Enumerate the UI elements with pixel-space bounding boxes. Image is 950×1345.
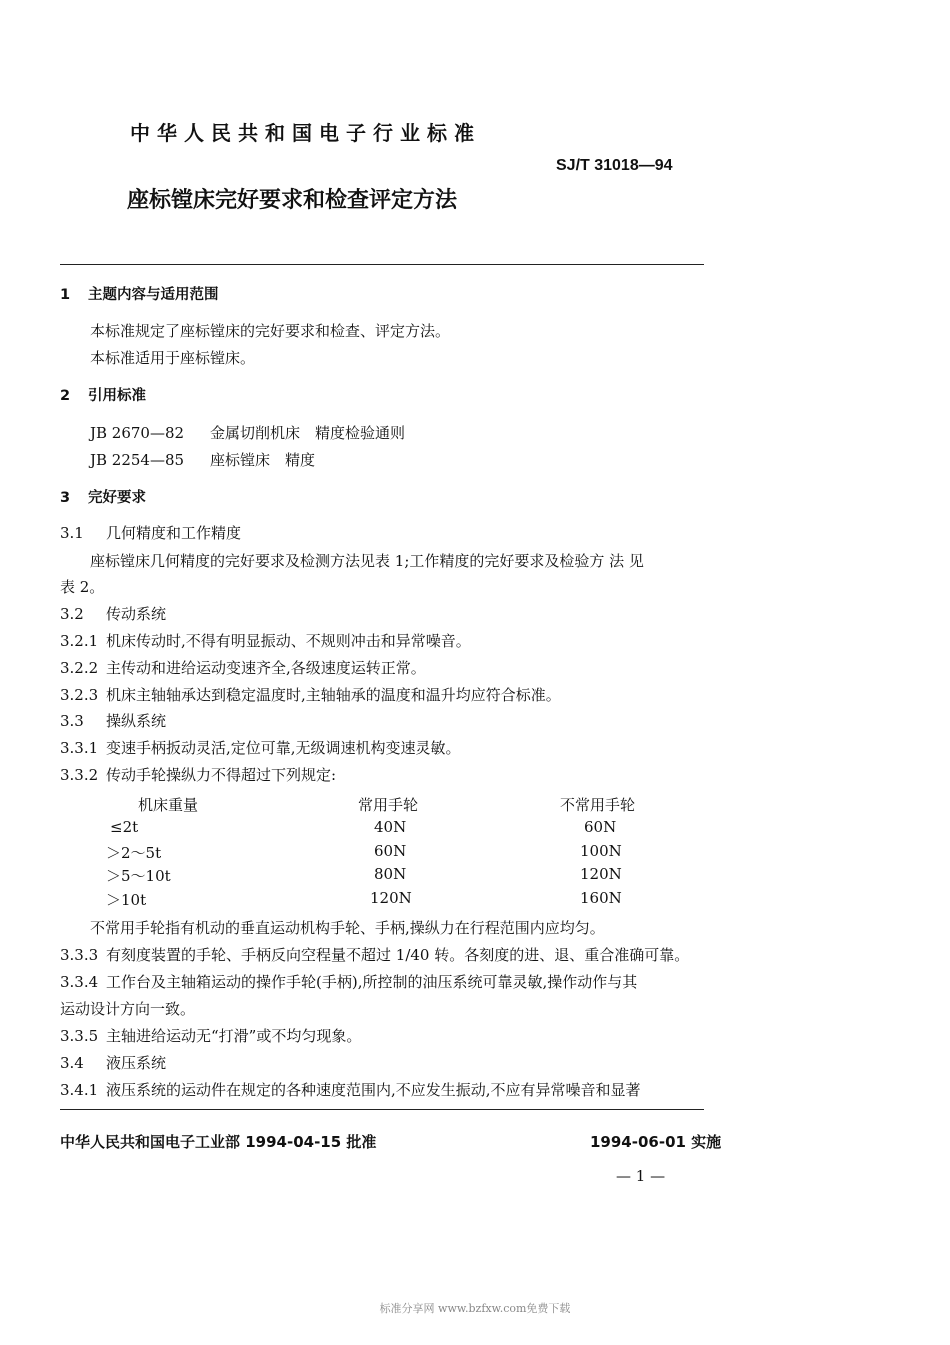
paragraph: 不常用手轮指有机动的垂直运动机构手轮、手柄,操纵力在行程范围内应均匀。 [90,919,605,937]
clause-number: 3.3.1 [60,739,99,757]
section-number: 1 [60,287,71,303]
clause-3-3-3 [60,944,689,965]
section-1-heading [60,283,219,304]
paragraph: 座标镗床几何精度的完好要求及检测方法见表 1;工作精度的完好要求及检验方 法 见 [90,552,644,570]
clause-text: 工作台及主轴箱运动的操作手轮(手柄),所控制的油压系统可靠灵敏,操作动作与其 [106,973,638,991]
reference-code: JB 2670—82 [90,424,185,442]
clause-text: 传动手轮操纵力不得超过下列规定: [106,766,337,784]
effective-date: 1994-06-01 实施 [590,1133,722,1151]
clause-text: 液压系统 [106,1054,167,1072]
table-cell-weight: ≤2t [110,818,139,836]
approval-line: 中华人民共和国电子工业部 1994-04-15 批准 [60,1133,377,1151]
reference-item [90,422,405,443]
table-header-weight: 机床重量 [138,796,199,814]
table-cell-common: 60N [374,842,407,860]
clause-text: 机床传动时,不得有明显振动、不规则冲击和异常噪音。 [106,632,471,650]
page-number: — 1 — [616,1167,666,1185]
table-header-uncommon-wheel: 不常用手轮 [560,796,636,814]
clause-3-4-1 [60,1079,641,1100]
section-number: 2 [60,388,71,404]
clause-text: 机床主轴轴承达到稳定温度时,主轴轴承的温度和温升均应符合标准。 [106,686,561,704]
clause-3-2 [60,603,166,624]
issuing-organization: 中华人民共和国电子行业标准 [130,121,481,145]
standard-code: SJ/T 31018—94 [556,157,673,174]
table-cell-uncommon: 160N [580,889,622,907]
clause-3-2-1 [60,630,471,651]
paragraph: 运动设计方向一致。 [60,1000,196,1018]
table-cell-uncommon: 100N [580,842,622,860]
clause-number: 3.3.5 [60,1027,99,1045]
paragraph: 本标准规定了座标镗床的完好要求和检查、评定方法。 [90,322,451,340]
clause-number: 3.2.3 [60,686,99,704]
section-3-heading [60,486,146,507]
clause-3-3-5 [60,1025,361,1046]
table-cell-uncommon: 120N [580,865,622,883]
table-cell-weight: ＞2～5t [106,844,162,862]
clause-number: 3.4.1 [60,1081,99,1099]
clause-text: 主传动和进给运动变速齐全,各级速度运转正常。 [106,659,426,677]
clause-3-3-2 [60,764,336,785]
table-cell-weight: ＞10t [106,891,147,909]
section-2-heading [60,384,146,405]
clause-number: 3.2.1 [60,632,99,650]
clause-text: 几何精度和工作精度 [106,524,242,542]
table-cell-common: 40N [374,818,407,836]
header-divider [60,264,704,265]
section-number: 3 [60,490,71,506]
paragraph: 表 2。 [60,578,105,596]
clause-number: 3.2.2 [60,659,99,677]
clause-3-3 [60,710,166,731]
document-title: 座标镗床完好要求和检查评定方法 [127,188,458,213]
footer-divider [60,1109,704,1110]
section-title: 主题内容与适用范围 [88,287,219,303]
table-cell-uncommon: 60N [584,818,617,836]
reference-code: JB 2254—85 [90,451,185,469]
reference-item [90,449,315,470]
clause-number: 3.3.3 [60,946,99,964]
clause-3-2-2 [60,657,426,678]
section-title: 引用标准 [88,388,146,404]
clause-number: 3.3.4 [60,973,99,991]
clause-text: 有刻度装置的手轮、手柄反向空程量不超过 1/40 转。各刻度的进、退、重合准确可靠。 [106,946,690,964]
clause-3-3-1 [60,737,461,758]
clause-number: 3.1 [60,524,84,542]
table-cell-common: 120N [370,889,412,907]
clause-3-2-3 [60,684,561,705]
paragraph: 本标准适用于座标镗床。 [90,349,256,367]
watermark: 标准分享网 www.bzfxw.com免费下载 [379,1302,571,1315]
clause-number: 3.3.2 [60,766,99,784]
clause-number: 3.3 [60,712,84,730]
clause-text: 变速手柄扳动灵活,定位可靠,无级调速机构变速灵敏。 [106,739,461,757]
clause-text: 主轴进给运动无“打滑”或不均匀现象。 [106,1027,362,1045]
clause-text: 操纵系统 [106,712,167,730]
clause-text: 传动系统 [106,605,167,623]
section-title: 完好要求 [88,490,146,506]
clause-3-3-4 [60,971,637,992]
clause-3-4 [60,1052,166,1073]
table-cell-common: 80N [374,865,407,883]
clause-number: 3.2 [60,605,84,623]
reference-title: 座标镗床 精度 [210,451,316,469]
clause-3-1 [60,522,241,543]
reference-title: 金属切削机床 精度检验通则 [210,424,406,442]
clause-number: 3.4 [60,1054,84,1072]
table-cell-weight: ＞5～10t [106,867,171,885]
clause-text: 液压系统的运动件在规定的各种速度范围内,不应发生振动,不应有异常噪音和显著 [106,1081,641,1099]
table-header-common-wheel: 常用手轮 [358,796,419,814]
